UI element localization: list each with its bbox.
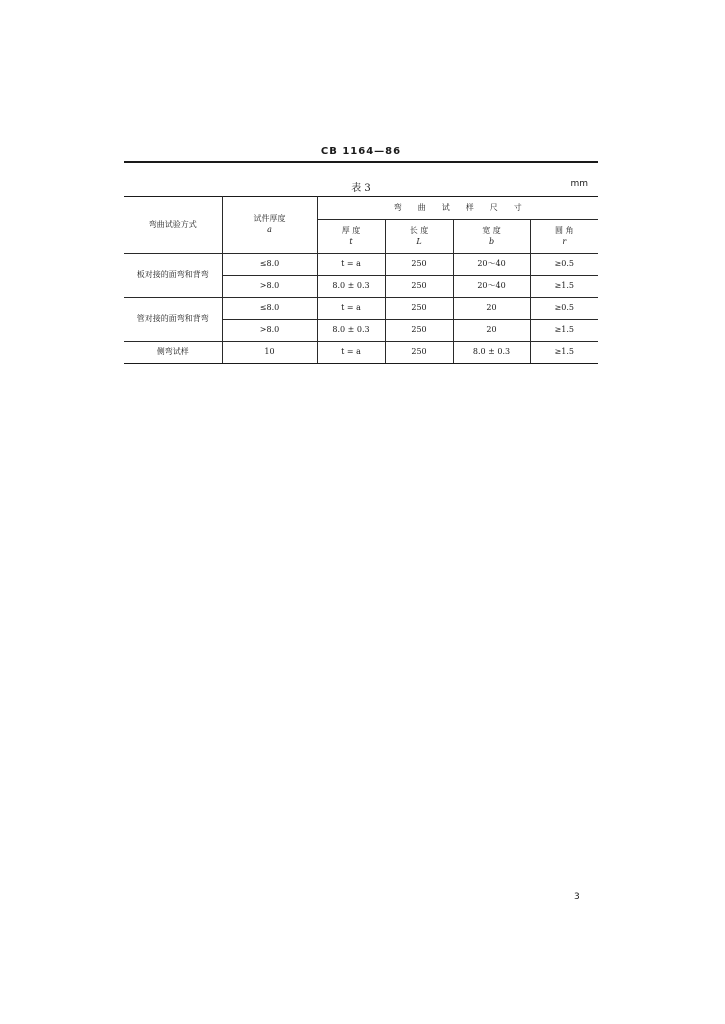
table-unit: mm xyxy=(570,179,588,189)
cell-width: 20～40 xyxy=(453,254,530,276)
col-label: 圆 角 xyxy=(554,225,574,235)
header-col-radius xyxy=(530,220,598,254)
cell-length: 250 xyxy=(385,320,453,342)
cell-method: 管对接的面弯和背弯 xyxy=(124,298,222,342)
cell-thickness: ≤8.0 xyxy=(222,254,317,276)
table-row xyxy=(124,342,598,364)
dims-title-char: 尺 xyxy=(489,202,498,212)
col-symbol: L xyxy=(416,236,422,246)
bend-specimen-size-table xyxy=(124,196,598,364)
col-symbol: t xyxy=(349,236,353,246)
cell-radius: ≥1.5 xyxy=(530,342,598,364)
header-method: 弯曲试验方式 xyxy=(124,197,222,254)
cell-thickness: >8.0 xyxy=(222,276,317,298)
cell-t: t = a xyxy=(317,254,385,276)
cell-length: 250 xyxy=(385,254,453,276)
col-label: 长 度 xyxy=(409,225,429,235)
dims-title-char: 试 xyxy=(441,202,450,212)
cell-width: 8.0 ± 0.3 xyxy=(453,342,530,364)
col-symbol: b xyxy=(488,236,495,246)
header-thickness-symbol: a xyxy=(267,225,272,234)
table-row xyxy=(124,298,598,320)
dims-title-char: 样 xyxy=(465,202,474,212)
cell-thickness: ≤8.0 xyxy=(222,298,317,320)
cell-t: 8.0 ± 0.3 xyxy=(317,320,385,342)
cell-method: 板对接的面弯和背弯 xyxy=(124,254,222,298)
col-label: 厚 度 xyxy=(341,225,361,235)
header-dimensions-title xyxy=(317,197,598,220)
cell-radius: ≥1.5 xyxy=(530,276,598,298)
cell-radius: ≥0.5 xyxy=(530,298,598,320)
cell-thickness: 10 xyxy=(222,342,317,364)
cell-width: 20 xyxy=(453,320,530,342)
col-symbol: r xyxy=(562,236,567,246)
cell-length: 250 xyxy=(385,276,453,298)
header-thickness xyxy=(222,197,317,254)
cell-method: 侧弯试样 xyxy=(124,342,222,364)
cell-t: t = a xyxy=(317,298,385,320)
cell-t: t = a xyxy=(317,342,385,364)
cell-radius: ≥1.5 xyxy=(530,320,598,342)
col-label: 宽 度 xyxy=(482,225,501,235)
table-row xyxy=(124,254,598,276)
cell-width: 20 xyxy=(453,298,530,320)
cell-length: 250 xyxy=(385,342,453,364)
header-col-thickness xyxy=(317,220,385,254)
dims-title-char: 弯 xyxy=(393,202,402,212)
standard-code-header: CB 1164—86 xyxy=(320,146,402,157)
header-col-length xyxy=(385,220,453,254)
dims-title-char: 曲 xyxy=(417,202,426,212)
cell-t: 8.0 ± 0.3 xyxy=(317,276,385,298)
header-thickness-label: 试件厚度 xyxy=(253,214,286,224)
dims-title-char: 寸 xyxy=(513,202,522,212)
header-col-width xyxy=(453,220,530,254)
cell-length: 250 xyxy=(385,298,453,320)
header-rule xyxy=(124,161,598,163)
cell-thickness: >8.0 xyxy=(222,320,317,342)
cell-radius: ≥0.5 xyxy=(530,254,598,276)
table-caption: 表 3 xyxy=(351,183,371,194)
page-number: 3 xyxy=(574,892,580,902)
cell-width: 20～40 xyxy=(453,276,530,298)
